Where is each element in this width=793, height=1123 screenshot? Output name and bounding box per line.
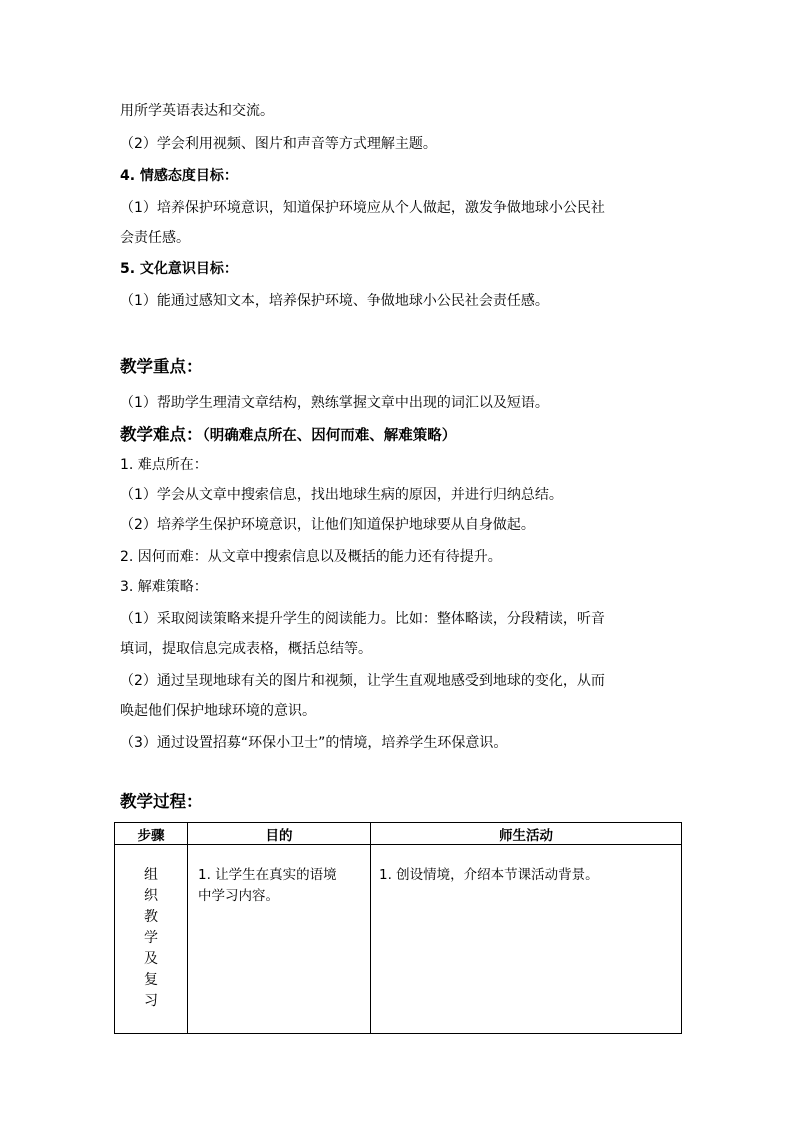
section-heading: 4. 情感态度目标： bbox=[120, 168, 238, 184]
purpose-line: 中学习内容。 bbox=[198, 888, 279, 904]
text-line: （2）学会利用视频、图片和声音等方式理解主题。 bbox=[120, 136, 437, 152]
difficulty-title: 教学难点： bbox=[120, 425, 203, 444]
key-points-heading: 教学重点： bbox=[120, 357, 203, 376]
step-char: 及 bbox=[144, 951, 158, 967]
section-heading: 5. 文化意识目标： bbox=[120, 261, 238, 277]
text-line: 用所学英语表达和交流。 bbox=[120, 103, 274, 119]
table-row bbox=[115, 845, 682, 1034]
text-line: （1）能通过感知文本，培养保护环境、争做地球小公民社会责任感。 bbox=[120, 293, 549, 309]
text-line: （2）通过呈现地球有关的图片和视频，让学生直观地感受到地球的变化，从而 bbox=[120, 673, 605, 689]
step-char: 教 bbox=[144, 909, 158, 925]
text-line: （1）帮助学生理清文章结构，熟练掌握文章中出现的词汇以及短语。 bbox=[120, 395, 549, 411]
step-char: 学 bbox=[144, 930, 158, 946]
purpose-cell bbox=[188, 845, 371, 1034]
step-char: 复 bbox=[144, 972, 158, 988]
text-line: 唤起他们保护地球环境的意识。 bbox=[120, 703, 316, 719]
activity-cell bbox=[371, 845, 682, 1034]
text-line: （2）培养学生保护环境意识，让他们知道保护地球要从自身做起。 bbox=[120, 517, 535, 533]
process-heading: 教学过程： bbox=[120, 792, 203, 811]
step-cell bbox=[115, 845, 188, 1034]
table-header-row bbox=[115, 823, 682, 845]
step-char: 织 bbox=[144, 888, 158, 904]
subsection-heading: 1. 难点所在： bbox=[120, 457, 208, 473]
text-line: 填词，提取信息完成表格，概括总结等。 bbox=[120, 641, 372, 657]
difficulty-note: （明确难点所在、因何而难、解难策略） bbox=[202, 428, 457, 444]
text-line: （3）通过设置招募“环保小卫士”的情境，培养学生环保意识。 bbox=[120, 735, 508, 751]
subsection-heading: 3. 解难策略： bbox=[120, 579, 208, 595]
text-line: （1）学会从文章中搜索信息，找出地球生病的原因，并进行归纳总结。 bbox=[120, 487, 563, 503]
activity-text: 1. 创设情境，介绍本节课活动背景。 bbox=[379, 867, 599, 883]
header-purpose: 目的 bbox=[188, 823, 371, 845]
header-activity: 师生活动 bbox=[371, 823, 682, 845]
text-line: （1）培养保护环境意识，知道保护环境应从个人做起，激发争做地球小公民社 bbox=[120, 200, 605, 216]
process-table bbox=[114, 822, 682, 1034]
text-line: 会责任感。 bbox=[120, 230, 190, 246]
text-line: （1）采取阅读策略来提升学生的阅读能力。比如：整体略读，分段精读，听音 bbox=[120, 611, 605, 627]
step-char: 习 bbox=[144, 993, 158, 1009]
purpose-line: 1. 让学生在真实的语境 bbox=[198, 867, 337, 883]
step-char: 组 bbox=[144, 867, 158, 883]
header-step: 步骤 bbox=[115, 823, 188, 845]
text-line: 2. 因何而难：从文章中搜索信息以及概括的能力还有待提升。 bbox=[120, 549, 502, 565]
difficulty-heading bbox=[120, 425, 456, 446]
